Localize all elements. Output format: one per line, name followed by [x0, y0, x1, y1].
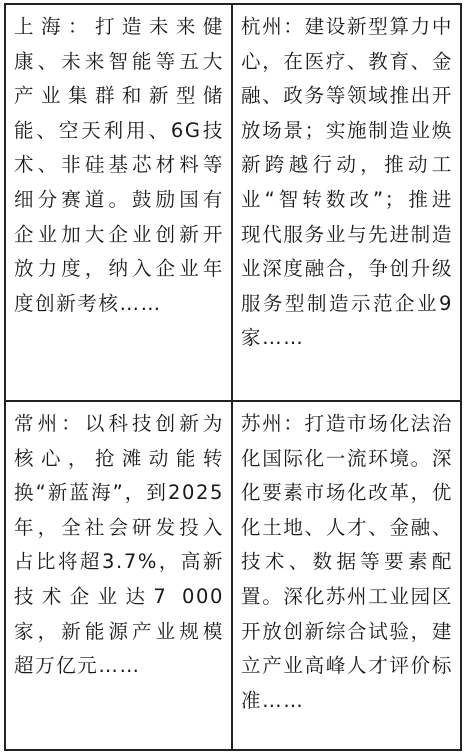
cell-suzhou	[233, 402, 460, 749]
cell-text-changzhou: 常州：以科技创新为核心，抢滩动能转换“新蓝海”，到2025年，全社会研发投入占比将超3.7%，高新技术企业达7 000家，新能源产业规模超万亿元……	[14, 412, 224, 678]
cell-text-shanghai: 上海：打造未来健康、未来智能等五大产业集群和新型储能、空天利用、6G技术、非硅基芯材料等细分赛道。鼓励国有企业加大企业创新开放力度，纳入企业年度创新考核……	[14, 15, 224, 315]
cell-text-hangzhou: 杭州：建设新型算力中心，在医疗、教育、金融、政务等领域推出开放场景；实施制造业焕新跨越行动，推动工业“智转数改”；推进现代服务业与先进制造业深度融合，争创升级服务型制造示范企业9家……	[241, 15, 453, 350]
cell-hangzhou	[233, 5, 460, 402]
city-policy-table	[4, 3, 462, 751]
cell-changzhou	[6, 402, 233, 749]
cell-text-suzhou: 苏州：打造市场化法治化国际化一流环境。深化要素市场化改革，优化土地、人才、金融、技术、数据等要素配置。深化苏州工业园区开放创新综合试验，建立产业高峰人才评价标准……	[241, 412, 453, 712]
cell-shanghai	[6, 5, 233, 402]
